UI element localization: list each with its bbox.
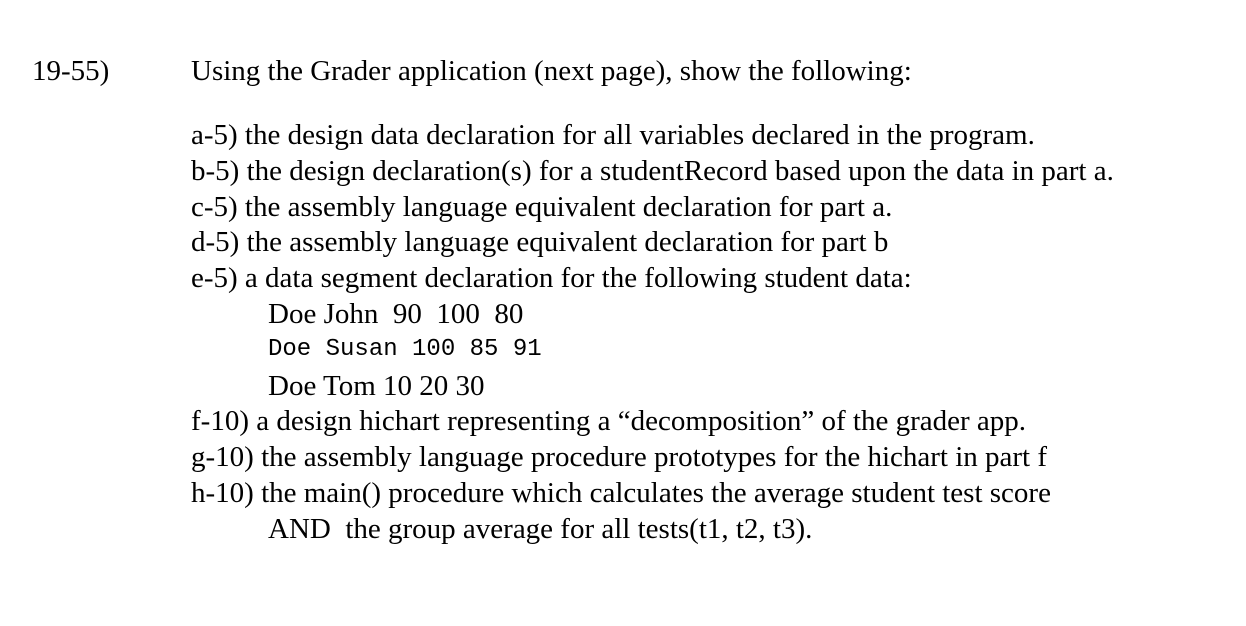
problem-number: 19-55): [32, 55, 110, 87]
problem-instruction: Using the Grader application (next page), show the following:: [191, 55, 912, 87]
student-record-john: Doe John 90 100 80: [268, 298, 524, 330]
student-record-susan: Doe Susan 100 85 91: [268, 336, 542, 363]
part-e: e-5) a data segment declaration for the following student data:: [191, 262, 912, 294]
part-h: h-10) the main() procedure which calculates the average student test score: [191, 477, 1051, 509]
part-b: b-5) the design declaration(s) for a studentRecord based upon the data in part a.: [191, 155, 1114, 187]
part-d: d-5) the assembly language equivalent declaration for part b: [191, 226, 889, 258]
part-a: a-5) the design data declaration for all variables declared in the program.: [191, 119, 1035, 151]
part-h-continued: AND the group average for all tests(t1, t2, t3).: [268, 513, 813, 545]
part-c: c-5) the assembly language equivalent declaration for part a.: [191, 191, 893, 223]
part-f: f-10) a design hichart representing a “decomposition” of the grader app.: [191, 405, 1027, 437]
part-g: g-10) the assembly language procedure prototypes for the hichart in part f: [191, 441, 1048, 473]
student-record-tom: Doe Tom 10 20 30: [268, 370, 485, 402]
